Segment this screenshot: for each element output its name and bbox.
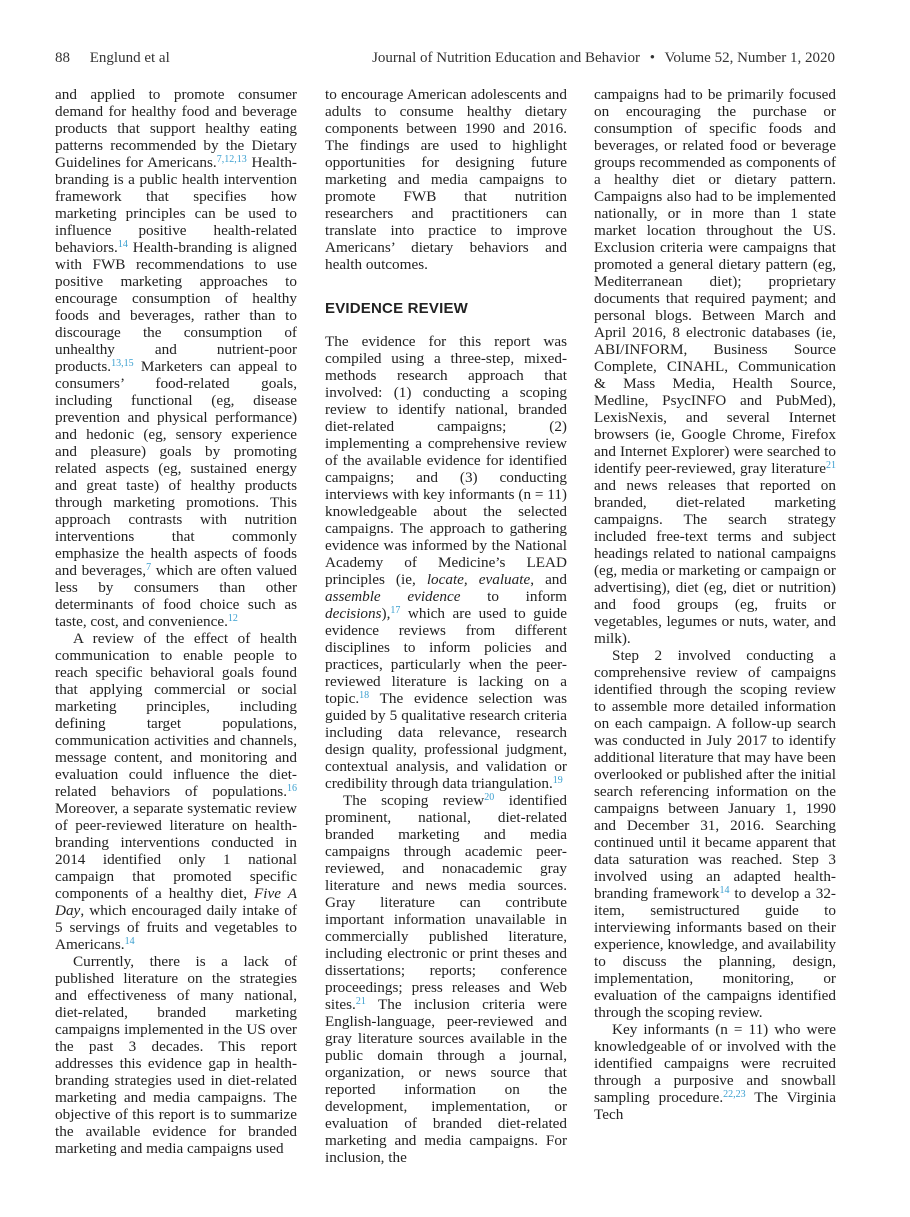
citation-ref[interactable]: 13,15 <box>111 358 134 369</box>
text-run: Health-branding is a public health intervention framework that specifies how marketing principles can be used to influence positive health-related behaviors. <box>55 154 297 256</box>
text-run: campaigns had to be primarily focused on encouraging the purchase or consumption of specific foods and beverages, or related food or beverage groups recommended as components of a healthy diet or dietary pattern. Campaigns also had to be implemented nationally, or in more than 1 state market location throughout the US. Exclusion criteria were campaigns that promoted a general dietary pattern (eg, Mediterranean diet); proprietary documents that required payment; and personal blogs. Between March and April 2016, 8 electronic databases (ie, ABI/INFORM, Business Source Complete, CINAHL, Communication & Mass Media, Health Source, Medline, PsycINFO and PubMed), LexisNexis, and several Internet browsers (ie, Google Chrome, Firefox and Internet Explorer) were searched to identify peer-reviewed, gray literature <box>594 86 836 477</box>
text-run: identified prominent, national, diet-related branded marketing and media campaigns through academic peer-reviewed, and nonacademic gray literature and news media sources. Gray literature can contribute important information unavailable in commercially published literature, including electronic or print theses and dissertations; reports; conference proceedings; press releases and Web sites. <box>325 792 568 1013</box>
citation-ref[interactable]: 19 <box>552 775 563 786</box>
paragraph <box>55 953 297 1157</box>
text-run: to develop a 32-item, semistructured guide to interviewing informants based on their experience, knowledge, and availability to discuss the planning, design, implementation, monitoring, or evaluation of the campaigns identified through the scoping review. <box>594 885 836 1021</box>
journal-title: Journal of Nutrition Education and Behavior <box>372 50 640 66</box>
column-2 <box>325 86 567 1166</box>
italic-text: assemble evidence <box>325 588 461 605</box>
text-run: and applied to promote consumer demand for healthy food and beverage products that support healthy eating patterns recommended by the Dietary Guidelines for Americans. <box>55 86 297 171</box>
italic-text: decisions <box>325 605 382 622</box>
column-1 <box>55 86 297 1157</box>
citation-ref[interactable]: 17 <box>390 605 401 616</box>
text-run: The Virginia Tech <box>594 1089 836 1123</box>
citation-ref[interactable]: 7 <box>146 562 152 573</box>
paragraph <box>325 86 567 273</box>
text-run: and news releases that reported on branded, diet-related marketing campaigns. The search strategy included free-text terms and subject headings related to national campaigns (eg, media or marketing or campaign or advertising), diet (eg, diet or nutrition) and food groups (eg, fruits or vegetables, legumes or nuts, water, and milk). <box>594 477 836 647</box>
citation-ref[interactable]: 20 <box>484 792 495 803</box>
text-run: to inform <box>460 588 567 605</box>
text-run: Key informants (n = 11) who were knowledgeable of or involved with the identified campaigns were recruited through a purposive and snowball sampling procedure. <box>594 1021 836 1106</box>
running-header <box>55 50 835 72</box>
text-run: ), <box>381 605 391 622</box>
citation-ref[interactable]: 14 <box>117 239 128 250</box>
text-run: Health-branding is aligned with FWB recommendations to use positive marketing approaches to encourage consumption of healthy foods and beverages, rather than to discourage the consumption of unhealthy and nutrient-poor products. <box>55 239 297 375</box>
section-heading: EVIDENCE REVIEW <box>325 300 469 317</box>
paragraph <box>325 333 567 792</box>
italic-text: Five A Day <box>55 885 298 919</box>
text-run: , which encouraged daily intake of 5 servings of fruits and vegetables to Americans. <box>55 902 297 953</box>
text-run: A review of the effect of health communication to enable people to reach specific behavioral goals found that applying commercial or social marketing principles, including defining target populations, communication activities and channels, message content, and monitoring and evaluation could influence the diet-related behaviors of populations. <box>55 630 297 800</box>
header-bullet: • <box>649 50 655 66</box>
text-run: , and <box>530 571 567 588</box>
citation-ref[interactable]: 18 <box>359 690 370 701</box>
text-run: Step 2 involved conducting a comprehensive review of campaigns identified through the scoping review to assemble more detailed information on each campaign. A follow-up search was conducted in July 2017 to identify additional literature that may have been overlooked or published after the initial search referencing information on the campaigns between January 1, 1990 and December 31, 2016. Searching continued until it became apparent that data saturation was reached. Step 3 involved using an adapted health-branding framework <box>594 647 836 902</box>
citation-ref[interactable]: 14 <box>124 936 135 947</box>
header-right <box>372 50 835 67</box>
text-run: which are used to guide evidence reviews from different disciplines to inform policies and practices, particularly when the peer-reviewed literature is lacking on a topic. <box>325 605 567 707</box>
citation-ref[interactable]: 21 <box>355 996 366 1007</box>
citation-ref[interactable]: 12 <box>227 613 238 624</box>
citation-ref[interactable]: 7,12,13 <box>216 154 247 165</box>
paragraph <box>594 647 836 1021</box>
header-left <box>55 50 170 67</box>
text-run: Marketers can appeal to consumers’ food-related goals, including functional (eg, disease prevention and physical performance) and hedonic (eg, sensory experience and pleasure) goals by promoting related aspects (eg, sustained energy and great taste) of healthy products through marketing promotions. This approach contrasts with nutrition interventions that commonly emphasize the health aspects of foods and beverages, <box>55 358 297 579</box>
page-number: 88 <box>55 50 70 66</box>
text-run: The evidence for this report was compiled using a three-step, mixed-methods research approach that involved: (1) conducting a scoping review to identify national, branded diet-related campaigns; (2) implementing a comprehensive review of the available evidence for identified campaigns; and (3) conducting interviews with key informants (n = 11) knowledgeable about the selected campaigns. The approach to gathering evidence was informed by the National Academy of Medicine’s LEAD principles (ie, <box>325 333 567 588</box>
text-run: which are often valued less by consumers than other determinants of food choice such as taste, cost, and convenience. <box>55 562 297 630</box>
paragraph <box>55 630 297 953</box>
text-run: Moreover, a separate systematic review of peer-reviewed literature on health-branding interventions conducted in 2014 identified only 1 national campaign that promoted specific components of a healthy diet, <box>55 800 297 902</box>
volume-info: Volume 52, Number 1, 2020 <box>664 50 835 66</box>
text-run: The inclusion criteria were English-language, peer-reviewed and gray literature sources available in the public domain through a journal, organization, or news source that reported information on the development, implementation, or evaluation of branded diet-related marketing and media campaigns. For inclusion, the <box>325 996 567 1166</box>
text-run: to encourage American adolescents and adults to consume healthy dietary components between 1990 and 2016. The findings are used to highlight opportunities for designing future marketing and media campaigns to promote FWB that nutrition researchers and practitioners can translate into practice to improve Americans’ dietary behaviors and health outcomes. <box>325 86 567 273</box>
italic-text: locate, evaluate <box>426 571 531 588</box>
paragraph <box>594 86 836 647</box>
text-run: The scoping review <box>343 792 485 809</box>
citation-ref[interactable]: 14 <box>719 885 730 896</box>
citation-ref[interactable]: 22,23 <box>723 1089 746 1100</box>
citation-ref[interactable]: 21 <box>826 460 836 471</box>
column-3 <box>594 86 836 1123</box>
citation-ref[interactable]: 16 <box>287 783 297 794</box>
paragraph <box>325 792 567 1166</box>
text-run: The evidence selection was guided by 5 qualitative research criteria including data relevance, research design quality, professional judgment, contextual analysis, and validation or credibility through data triangulation. <box>325 690 567 792</box>
paragraph <box>594 1021 836 1123</box>
text-run: Currently, there is a lack of published literature on the strategies and effectiveness of many national, diet-related, branded marketing campaigns implemented in the US over the past 3 decades. This report addresses this evidence gap in health-branding strategies used in diet-related marketing and media campaigns. The objective of this report is to summarize the available evidence for branded marketing and media campaigns used <box>55 953 297 1157</box>
authors: Englund et al <box>89 50 170 66</box>
paragraph <box>55 86 297 630</box>
